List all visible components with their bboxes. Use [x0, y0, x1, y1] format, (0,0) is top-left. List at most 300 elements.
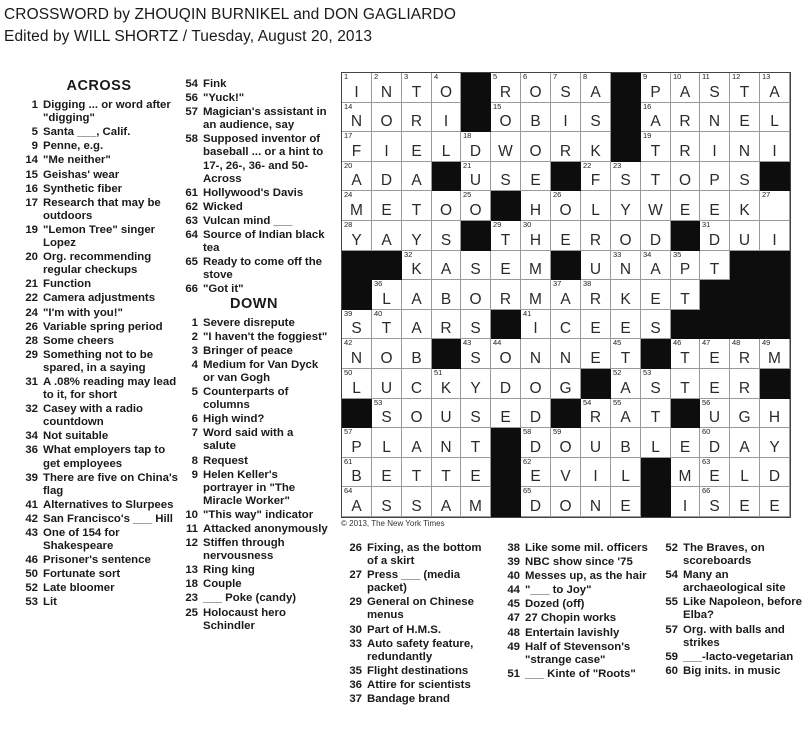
- cell-letter: L: [382, 439, 391, 456]
- grid-cell[interactable]: [760, 73, 790, 103]
- clue-number: 63: [185, 214, 198, 227]
- grid-cell[interactable]: [491, 103, 521, 132]
- grid-cell[interactable]: [730, 221, 760, 251]
- grid-cell[interactable]: [760, 191, 790, 221]
- grid-cell[interactable]: [551, 191, 581, 221]
- cell-letter: R: [499, 291, 512, 308]
- clue-number: 12: [185, 537, 198, 550]
- cell-number: 11: [702, 72, 710, 81]
- grid-cell[interactable]: [671, 132, 700, 162]
- cell-letter: S: [560, 84, 571, 101]
- cell-letter: H: [768, 409, 781, 426]
- grid-cell[interactable]: [551, 310, 581, 339]
- clue-text: Attire for scientists: [367, 678, 471, 691]
- cell-letter: F: [351, 143, 362, 160]
- grid-cell[interactable]: [461, 369, 491, 399]
- grid-cell[interactable]: [491, 339, 521, 369]
- grid-cell[interactable]: [700, 369, 730, 399]
- cell-letter: B: [351, 468, 362, 485]
- grid-cell[interactable]: [730, 339, 760, 369]
- clue-number: 31: [25, 375, 38, 388]
- black-square: [491, 191, 521, 221]
- grid-cell[interactable]: [342, 369, 372, 399]
- grid-cell[interactable]: [730, 162, 760, 191]
- grid-cell[interactable]: [641, 132, 671, 162]
- grid-cell[interactable]: [641, 191, 671, 221]
- grid-cell[interactable]: [611, 428, 641, 458]
- clue-item: [14, 292, 184, 305]
- clue-item: [498, 598, 648, 611]
- grid-cell[interactable]: [432, 103, 461, 132]
- clue-text: Severe disrepute: [203, 316, 295, 329]
- grid-cell[interactable]: [760, 339, 790, 369]
- clue-text: Function: [43, 278, 92, 291]
- grid-cell[interactable]: [372, 399, 402, 428]
- cell-letter: P: [679, 261, 691, 278]
- cell-number: 6: [523, 72, 528, 81]
- grid-cell[interactable]: [551, 339, 581, 369]
- grid-cell[interactable]: [581, 191, 611, 221]
- grid-cell[interactable]: [581, 458, 611, 487]
- grid-cell[interactable]: [700, 251, 730, 280]
- black-square: [491, 310, 521, 339]
- cell-number: 38: [583, 279, 592, 288]
- clue-number: 4: [191, 358, 198, 371]
- clue-number: 46: [25, 554, 38, 567]
- clue-text: Medium for Van Dyck or van Gogh: [203, 358, 319, 384]
- cell-number: 54: [583, 398, 592, 407]
- grid-cell[interactable]: [641, 73, 671, 103]
- clue-number: 24: [25, 306, 38, 319]
- grid-cell[interactable]: [342, 487, 372, 517]
- cell-letter: K: [620, 291, 631, 308]
- grid-cell[interactable]: [521, 487, 551, 517]
- cell-letter: E: [470, 468, 481, 485]
- clue-item: [14, 472, 184, 498]
- cell-letter: E: [590, 350, 601, 367]
- grid-cell[interactable]: [581, 73, 611, 103]
- grid-cell[interactable]: [432, 399, 461, 428]
- grid-cell[interactable]: [372, 369, 402, 399]
- cell-letter: O: [678, 172, 692, 189]
- grid-cell[interactable]: [432, 428, 461, 458]
- clue-text: "This way" indicator: [203, 508, 314, 521]
- grid-cell[interactable]: [402, 103, 432, 132]
- grid-cell[interactable]: [671, 251, 700, 280]
- grid-cell[interactable]: [432, 132, 461, 162]
- cell-letter: D: [649, 232, 662, 249]
- grid-cell[interactable]: [402, 191, 432, 221]
- puzzle-byline: Edited by WILL SHORTZ / Tuesday, August 20, 2013: [4, 28, 373, 45]
- grid-cell[interactable]: [372, 162, 402, 191]
- grid-cell[interactable]: [521, 191, 551, 221]
- grid-cell[interactable]: [461, 428, 491, 458]
- clue-text: San Francisco's ___ Hill: [43, 512, 173, 525]
- clue-text: Source of Indian black tea: [203, 229, 325, 255]
- clue-item: [14, 376, 184, 402]
- grid-cell[interactable]: [730, 103, 760, 132]
- grid-cell[interactable]: [730, 399, 760, 428]
- cell-letter: G: [559, 380, 572, 397]
- clue-item: [180, 317, 328, 330]
- grid-cell[interactable]: [521, 162, 551, 191]
- grid-cell[interactable]: [402, 310, 432, 339]
- grid-cell[interactable]: [551, 369, 581, 399]
- grid-cell[interactable]: [521, 221, 551, 251]
- cell-letter: O: [469, 202, 482, 219]
- grid-cell[interactable]: [461, 251, 491, 280]
- grid-cell[interactable]: [760, 428, 790, 458]
- grid-cell[interactable]: [641, 399, 671, 428]
- grid-cell[interactable]: [402, 339, 432, 369]
- clue-text: Request: [203, 454, 248, 467]
- cell-letter: T: [680, 380, 690, 397]
- grid-cell[interactable]: [730, 428, 760, 458]
- clue-item: [180, 455, 328, 468]
- grid-cell[interactable]: [521, 399, 551, 428]
- grid-cell[interactable]: [372, 132, 402, 162]
- grid-cell[interactable]: [342, 339, 372, 369]
- grid-cell[interactable]: [491, 399, 521, 428]
- grid-cell[interactable]: [581, 132, 611, 162]
- grid-cell[interactable]: [581, 103, 611, 132]
- grid-cell[interactable]: [342, 162, 372, 191]
- grid-cell[interactable]: [461, 458, 491, 487]
- grid-cell[interactable]: [551, 280, 581, 310]
- grid-cell[interactable]: [611, 487, 641, 517]
- cell-letter: A: [650, 261, 661, 278]
- clue-number: 38: [507, 542, 520, 554]
- grid-cell[interactable]: [760, 103, 790, 132]
- clue-item: [656, 596, 806, 622]
- grid-cell[interactable]: [760, 399, 790, 428]
- grid-cell[interactable]: [402, 280, 432, 310]
- grid-cell[interactable]: [671, 191, 700, 221]
- grid-cell[interactable]: [491, 369, 521, 399]
- grid-cell[interactable]: [641, 162, 671, 191]
- cell-letter: O: [469, 291, 482, 308]
- clue-text: Alternatives to Slurpees: [43, 498, 174, 511]
- cell-number: 43: [463, 338, 472, 347]
- grid-cell[interactable]: [372, 103, 402, 132]
- grid-cell[interactable]: [700, 339, 730, 369]
- grid-cell[interactable]: [521, 428, 551, 458]
- clue-item: [14, 224, 184, 250]
- grid-cell[interactable]: [491, 73, 521, 103]
- grid-cell[interactable]: [611, 339, 641, 369]
- grid-cell[interactable]: [521, 369, 551, 399]
- grid-cell[interactable]: [342, 191, 372, 221]
- grid-cell[interactable]: [551, 458, 581, 487]
- cell-number: 36: [374, 279, 383, 288]
- cell-letter: N: [619, 261, 632, 278]
- grid-cell[interactable]: [491, 162, 521, 191]
- grid-cell[interactable]: [671, 103, 700, 132]
- grid-cell[interactable]: [461, 280, 491, 310]
- cell-letter: E: [739, 498, 750, 515]
- clue-number: 42: [25, 512, 38, 525]
- cell-number: 13: [762, 72, 771, 81]
- grid-cell[interactable]: [641, 310, 671, 339]
- cell-letter: S: [650, 320, 661, 337]
- grid-cell[interactable]: [700, 487, 730, 517]
- grid-cell[interactable]: [551, 73, 581, 103]
- grid-cell[interactable]: [551, 487, 581, 517]
- grid-cell[interactable]: [342, 428, 372, 458]
- clue-number: 65: [185, 256, 198, 269]
- clue-text: Penne, e.g.: [43, 140, 104, 153]
- grid-cell[interactable]: [521, 280, 551, 310]
- clue-number: 34: [25, 430, 38, 443]
- cell-letter: I: [772, 143, 777, 160]
- grid-cell[interactable]: [461, 191, 491, 221]
- grid-cell[interactable]: [671, 428, 700, 458]
- cell-letter: N: [350, 113, 363, 130]
- grid-cell[interactable]: [581, 280, 611, 310]
- grid-cell[interactable]: [521, 458, 551, 487]
- grid-cell[interactable]: [551, 132, 581, 162]
- grid-cell[interactable]: [461, 132, 491, 162]
- grid-cell[interactable]: [372, 458, 402, 487]
- grid-cell[interactable]: [432, 191, 461, 221]
- grid-cell[interactable]: [461, 310, 491, 339]
- grid-cell[interactable]: [671, 369, 700, 399]
- grid-cell[interactable]: [671, 280, 700, 310]
- grid-cell[interactable]: [611, 310, 641, 339]
- cell-letter: D: [529, 439, 542, 456]
- grid-cell[interactable]: [671, 487, 700, 517]
- grid-cell[interactable]: [372, 191, 402, 221]
- cell-number: 29: [493, 220, 502, 229]
- grid-cell[interactable]: [671, 458, 700, 487]
- grid-cell[interactable]: [551, 103, 581, 132]
- grid-cell[interactable]: [700, 458, 730, 487]
- grid-cell[interactable]: [641, 103, 671, 132]
- cell-letter: D: [499, 380, 512, 397]
- grid-cell[interactable]: [402, 162, 432, 191]
- grid-cell[interactable]: [521, 339, 551, 369]
- black-square: [671, 221, 700, 251]
- cell-number: 62: [523, 457, 532, 466]
- grid-cell[interactable]: [402, 487, 432, 517]
- grid-cell[interactable]: [402, 399, 432, 428]
- grid-cell[interactable]: [461, 487, 491, 517]
- clue-item: [14, 596, 184, 609]
- grid-cell[interactable]: [611, 280, 641, 310]
- cell-letter: O: [439, 84, 453, 101]
- grid-cell[interactable]: [402, 428, 432, 458]
- grid-cell[interactable]: [641, 251, 671, 280]
- clue-number: 22: [25, 292, 38, 305]
- cell-letter: P: [709, 172, 720, 189]
- grid-cell[interactable]: [581, 162, 611, 191]
- grid-cell[interactable]: [432, 458, 461, 487]
- grid-cell[interactable]: [342, 221, 372, 251]
- grid-cell[interactable]: [760, 458, 790, 487]
- grid-cell[interactable]: [611, 251, 641, 280]
- grid-cell[interactable]: [432, 73, 461, 103]
- grid-cell[interactable]: [551, 221, 581, 251]
- grid-cell[interactable]: [611, 369, 641, 399]
- grid-cell[interactable]: [521, 73, 551, 103]
- grid-cell[interactable]: [342, 103, 372, 132]
- grid-cell[interactable]: [730, 487, 760, 517]
- grid-cell[interactable]: [372, 428, 402, 458]
- grid-cell[interactable]: [402, 458, 432, 487]
- grid-cell[interactable]: [461, 399, 491, 428]
- cell-letter: K: [590, 143, 601, 160]
- grid-cell[interactable]: [402, 369, 432, 399]
- grid-cell[interactable]: [700, 399, 730, 428]
- grid-cell[interactable]: [700, 191, 730, 221]
- clue-text: A .08% reading may lead to it, for short: [43, 375, 177, 402]
- grid-cell[interactable]: [491, 132, 521, 162]
- grid-cell[interactable]: [760, 132, 790, 162]
- clue-item: [180, 537, 328, 563]
- clue-text: Couple: [203, 578, 242, 591]
- grid-cell[interactable]: [432, 251, 461, 280]
- grid-cell[interactable]: [402, 221, 432, 251]
- grid-cell[interactable]: [402, 251, 432, 280]
- cell-number: 37: [553, 279, 562, 288]
- grid-cell[interactable]: [432, 310, 461, 339]
- grid-cell[interactable]: [521, 251, 551, 280]
- cell-number: 53: [643, 368, 652, 377]
- grid-cell[interactable]: [342, 458, 372, 487]
- clue-number: 14: [25, 154, 38, 167]
- grid-cell[interactable]: [521, 132, 551, 162]
- grid-cell[interactable]: [372, 221, 402, 251]
- grid-cell[interactable]: [671, 339, 700, 369]
- cell-number: 26: [553, 190, 562, 199]
- grid-cell[interactable]: [641, 369, 671, 399]
- grid-cell[interactable]: [730, 191, 760, 221]
- grid-cell[interactable]: [700, 73, 730, 103]
- grid-cell[interactable]: [372, 73, 402, 103]
- cell-letter: M: [678, 468, 692, 485]
- grid-cell[interactable]: [760, 487, 790, 517]
- grid-cell[interactable]: [491, 251, 521, 280]
- grid-cell[interactable]: [581, 339, 611, 369]
- grid-cell[interactable]: [581, 221, 611, 251]
- grid-cell[interactable]: [730, 458, 760, 487]
- grid-cell[interactable]: [671, 162, 700, 191]
- clue-column-1: [14, 80, 184, 611]
- grid-cell[interactable]: [461, 339, 491, 369]
- cell-number: 9: [643, 72, 648, 81]
- clue-item: [14, 99, 184, 125]
- grid-cell[interactable]: [491, 280, 521, 310]
- cell-letter: U: [469, 172, 482, 189]
- grid-cell[interactable]: [372, 339, 402, 369]
- grid-cell[interactable]: [432, 221, 461, 251]
- grid-cell[interactable]: [671, 73, 700, 103]
- grid-cell[interactable]: [342, 73, 372, 103]
- grid-cell[interactable]: [581, 487, 611, 517]
- cell-number: 7: [553, 72, 558, 81]
- grid-cell[interactable]: [700, 162, 730, 191]
- cell-letter: S: [381, 498, 392, 515]
- grid-cell[interactable]: [372, 280, 402, 310]
- cell-letter: U: [589, 439, 602, 456]
- grid-cell[interactable]: [611, 162, 641, 191]
- grid-cell[interactable]: [700, 132, 730, 162]
- grid-cell[interactable]: [611, 221, 641, 251]
- grid-cell[interactable]: [491, 221, 521, 251]
- grid-cell[interactable]: [372, 487, 402, 517]
- grid-cell[interactable]: [521, 310, 551, 339]
- cell-letter: R: [679, 113, 691, 130]
- cell-letter: T: [650, 409, 661, 426]
- grid-cell[interactable]: [521, 103, 551, 132]
- black-square: [730, 280, 760, 310]
- grid-cell[interactable]: [372, 310, 402, 339]
- grid-cell[interactable]: [641, 280, 671, 310]
- grid-cell[interactable]: [611, 399, 641, 428]
- grid-cell[interactable]: [581, 310, 611, 339]
- cell-letter: A: [351, 498, 362, 515]
- grid-cell[interactable]: [432, 369, 461, 399]
- grid-cell[interactable]: [730, 132, 760, 162]
- black-square: [551, 251, 581, 280]
- cell-number: 30: [523, 220, 532, 229]
- grid-cell[interactable]: [461, 162, 491, 191]
- cell-letter: B: [620, 439, 631, 456]
- grid-cell[interactable]: [342, 310, 372, 339]
- clue-number: 50: [25, 568, 38, 581]
- grid-cell[interactable]: [432, 487, 461, 517]
- cell-letter: T: [620, 350, 631, 367]
- grid-cell[interactable]: [342, 132, 372, 162]
- grid-cell[interactable]: [760, 221, 790, 251]
- grid-cell[interactable]: [730, 73, 760, 103]
- clue-number: 48: [507, 626, 520, 639]
- cell-letter: S: [470, 350, 481, 367]
- clue-item: [14, 527, 184, 553]
- grid-cell[interactable]: [700, 103, 730, 132]
- clue-number: 49: [507, 640, 520, 653]
- grid-cell[interactable]: [641, 428, 671, 458]
- grid-cell[interactable]: [402, 73, 432, 103]
- clue-item: [14, 169, 184, 182]
- cell-letter: S: [470, 409, 481, 426]
- clue-number: 59: [665, 650, 678, 663]
- clue-number: 62: [185, 200, 198, 213]
- cell-letter: C: [559, 320, 572, 337]
- clue-number: 60: [665, 664, 678, 677]
- grid-cell[interactable]: [581, 251, 611, 280]
- grid-cell[interactable]: [641, 221, 671, 251]
- grid-cell[interactable]: [700, 221, 730, 251]
- grid-cell[interactable]: [611, 191, 641, 221]
- cell-letter: E: [650, 291, 661, 308]
- grid-cell[interactable]: [402, 132, 432, 162]
- clue-text: Like some mil. officers: [525, 542, 648, 554]
- grid-cell[interactable]: [730, 369, 760, 399]
- clue-number: 54: [185, 78, 198, 90]
- clue-text: "___ to Joy": [525, 584, 592, 597]
- clue-number: 11: [185, 523, 198, 535]
- grid-cell[interactable]: [700, 428, 730, 458]
- clue-text: ___ Kinte of "Roots": [525, 667, 636, 680]
- grid-cell[interactable]: [581, 428, 611, 458]
- clue-number: 27: [349, 569, 362, 582]
- grid-cell[interactable]: [551, 428, 581, 458]
- grid-cell[interactable]: [611, 458, 641, 487]
- cell-number: 17: [344, 131, 353, 140]
- grid-cell[interactable]: [432, 280, 461, 310]
- grid-cell[interactable]: [581, 399, 611, 428]
